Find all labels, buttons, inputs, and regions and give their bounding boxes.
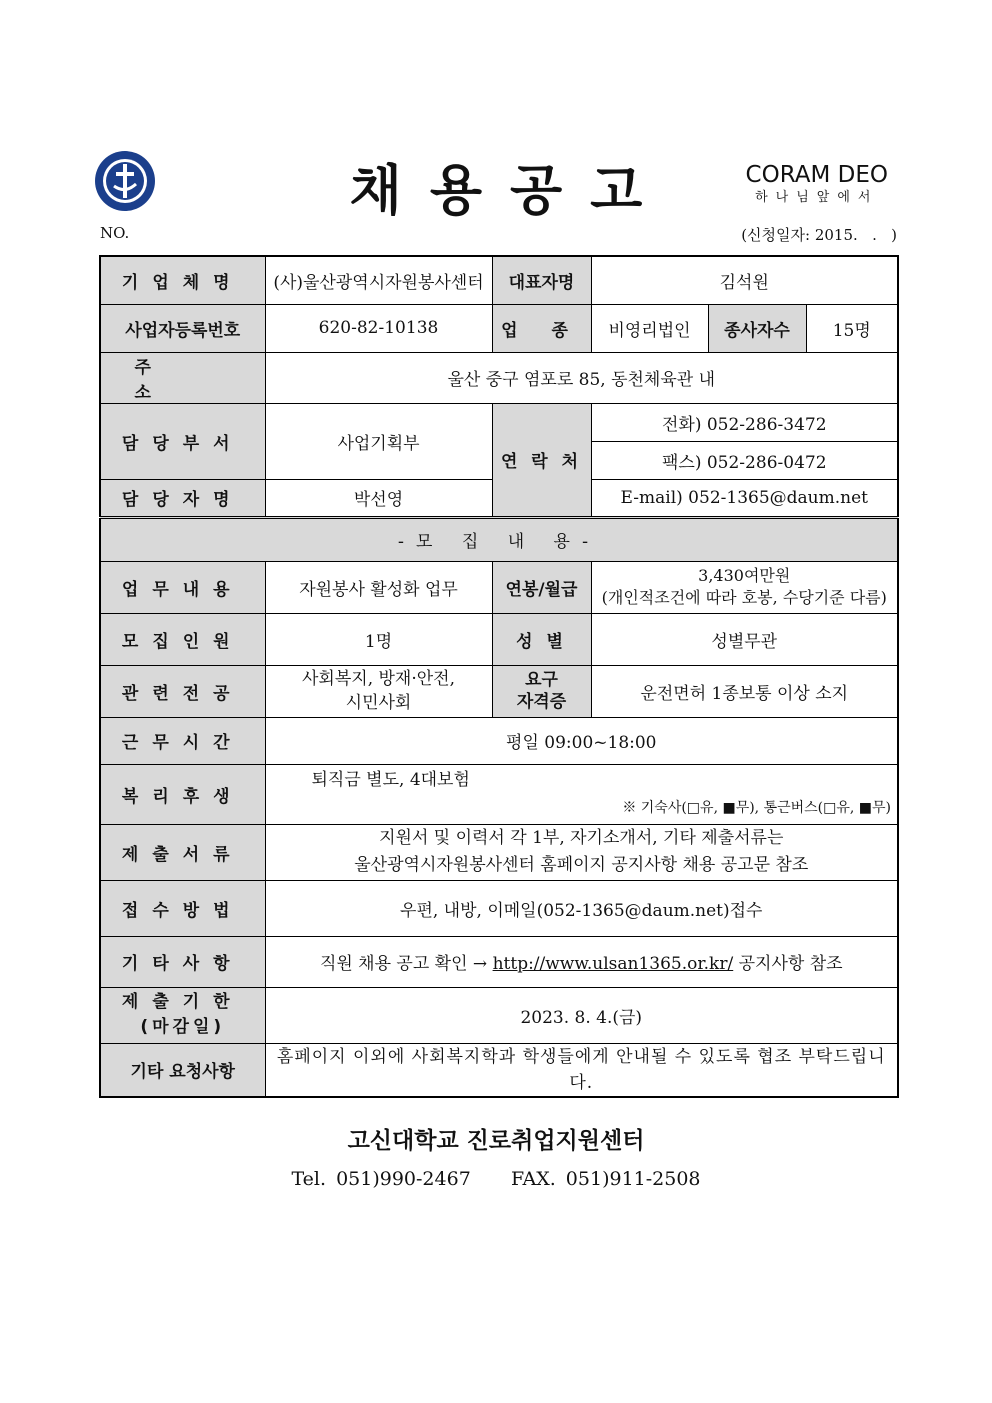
docs-line1: 지원서 및 이력서 각 1부, 자기소개서, 기타 제출서류는: [379, 828, 784, 848]
motto-ko: 하나님앞에서: [755, 190, 879, 205]
label-duty: 업무내용: [100, 561, 265, 613]
page-title: 채용공고: [349, 159, 671, 222]
apply-method: 우편, 내방, 이메일(052-1365@daum.net)접수: [265, 880, 898, 936]
department: 사업기획부: [265, 403, 492, 479]
label-regno: 사업자등록번호: [100, 304, 265, 352]
label-gender: 성 별: [492, 613, 591, 665]
etc-suffix: 공지사항 참조: [733, 954, 843, 974]
label-ceo: 대표자명: [492, 256, 591, 304]
label-business-type: 업 종: [492, 304, 591, 352]
label-hours: 근무시간: [100, 717, 265, 764]
recruit-count: 1명: [265, 613, 492, 665]
address: 울산 중구 염포로 85, 동천체육관 내: [265, 352, 898, 403]
label-major: 관련전공: [100, 665, 265, 717]
motto-en: CORAM DEO: [745, 162, 888, 188]
major: [265, 665, 492, 717]
label-welfare: 복리후생: [100, 764, 265, 824]
label-address: 주 소: [100, 352, 265, 403]
recruit-notice-link[interactable]: http://www.ulsan1365.or.kr/: [492, 954, 734, 974]
salary: [591, 561, 898, 613]
etc-prefix: 직원 채용 공고 확인 →: [319, 954, 493, 974]
label-person: 담당자명: [100, 479, 265, 517]
major-line2: 시민사회: [345, 693, 412, 713]
label-method: 접수방법: [100, 880, 265, 936]
duty: 자원봉사 활성화 업무: [265, 561, 492, 613]
ceo-name: 김석원: [591, 256, 898, 304]
salary-line1: 3,430여만원: [698, 566, 791, 585]
label-deadline: [100, 987, 265, 1043]
gender: 성별무관: [591, 613, 898, 665]
label-deadline-2: (마감일): [140, 1017, 226, 1037]
number-label: NO.: [100, 224, 130, 242]
reg-number: 620-82-10138: [265, 304, 492, 352]
label-etc: 기타사항: [100, 936, 265, 987]
label-salary: 연봉/월급: [492, 561, 591, 613]
person-name: 박선영: [265, 479, 492, 517]
deadline: 2023. 8. 4.(금): [265, 987, 898, 1043]
label-contact: 연 락 처: [492, 403, 591, 517]
docs: [265, 824, 898, 880]
business-type: 비영리법인: [591, 304, 708, 352]
motto: [746, 162, 888, 205]
label-deadline-1: 제출기한: [121, 992, 244, 1012]
request: 홈페이지 이외에 사회복지학과 학생들에게 안내될 수 있도록 협조 부탁드립니다.: [265, 1043, 898, 1097]
label-department: 담당부서: [100, 403, 265, 479]
major-line1: 사회복지, 방재·안전,: [302, 669, 455, 689]
email: E-mail) 052-1365@daum.net: [591, 479, 898, 517]
label-cert: [492, 665, 591, 717]
salary-line2: (개인적조건에 따라 호봉, 수당기준 다름): [601, 588, 887, 607]
label-cert-2: 자격증: [516, 692, 567, 712]
footer-org: 고신대학교 진로취업지원센터: [347, 1128, 645, 1154]
footer-contact: Tel. 051)990-2467 FAX. 051)911-2508: [291, 1168, 701, 1190]
welfare-main: 퇴직금 별도, 4대보험: [311, 770, 470, 790]
label-company: 기업체명: [100, 256, 265, 304]
work-hours: 평일 09:00~18:00: [265, 717, 898, 764]
docs-line2: 울산광역시자원봉사센터 홈페이지 공지사항 채용 공고문 참조: [354, 855, 809, 875]
label-count: 모집인원: [100, 613, 265, 665]
employee-count: 15명: [806, 304, 898, 352]
label-docs: 제출서류: [100, 824, 265, 880]
company-name: (사)울산광역시자원봉사센터: [265, 256, 492, 304]
etc: [265, 936, 898, 987]
apply-date: (신청일자: 2015. . ): [741, 226, 897, 244]
cert: 운전면허 1종보통 이상 소지: [591, 665, 898, 717]
label-request: 기타 요청사항: [100, 1043, 265, 1097]
label-employees: 종사자수: [708, 304, 806, 352]
fax: 팩스) 052-286-0472: [591, 441, 898, 479]
section-recruit-title: -모 집 내 용-: [100, 517, 898, 561]
welfare-note: ※ 기숙사(□유, ■무), 통근버스(□유, ■무): [622, 800, 892, 816]
label-cert-1: 요구: [525, 670, 558, 690]
job-posting-table: [99, 255, 899, 1098]
phone: 전화) 052-286-3472: [591, 403, 898, 441]
welfare: [265, 764, 898, 824]
